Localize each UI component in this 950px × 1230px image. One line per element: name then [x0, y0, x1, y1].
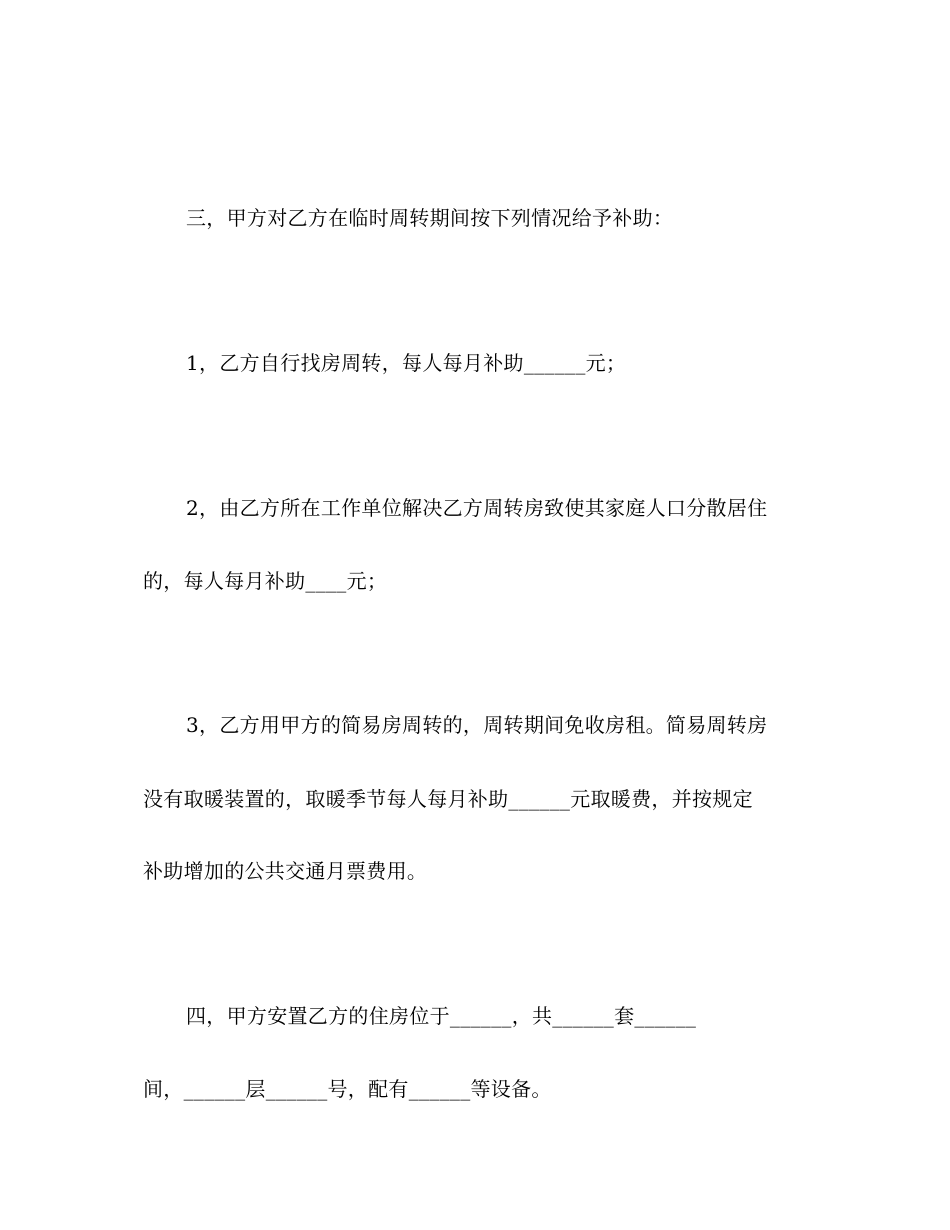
clause-3-line-1: 3，乙方用甲方的简易房周转的，周转期间免收房租。简易周转房: [186, 713, 768, 737]
clause-1: 1，乙方自行找房周转，每人每月补助______元；: [186, 351, 627, 375]
section-four-line-1: 四，甲方安置乙方的住房位于______，共______套______: [186, 1004, 697, 1028]
clause-3-line-2: 没有取暖装置的，取暖季节每人每月补助______元取暖费，并按规定: [143, 787, 753, 811]
clause-2-line-1: 2，由乙方所在工作单位解决乙方周转房致使其家庭人口分散居住: [186, 496, 768, 520]
section-four-line-2: 间，______层______号，配有______等设备。: [143, 1077, 552, 1101]
section-three-heading: 三，甲方对乙方在临时周转期间按下列情况给予补助：: [186, 206, 674, 230]
clause-2-line-2: 的，每人每月补助____元；: [143, 569, 388, 593]
clause-3-line-3: 补助增加的公共交通月票费用。: [143, 859, 428, 883]
